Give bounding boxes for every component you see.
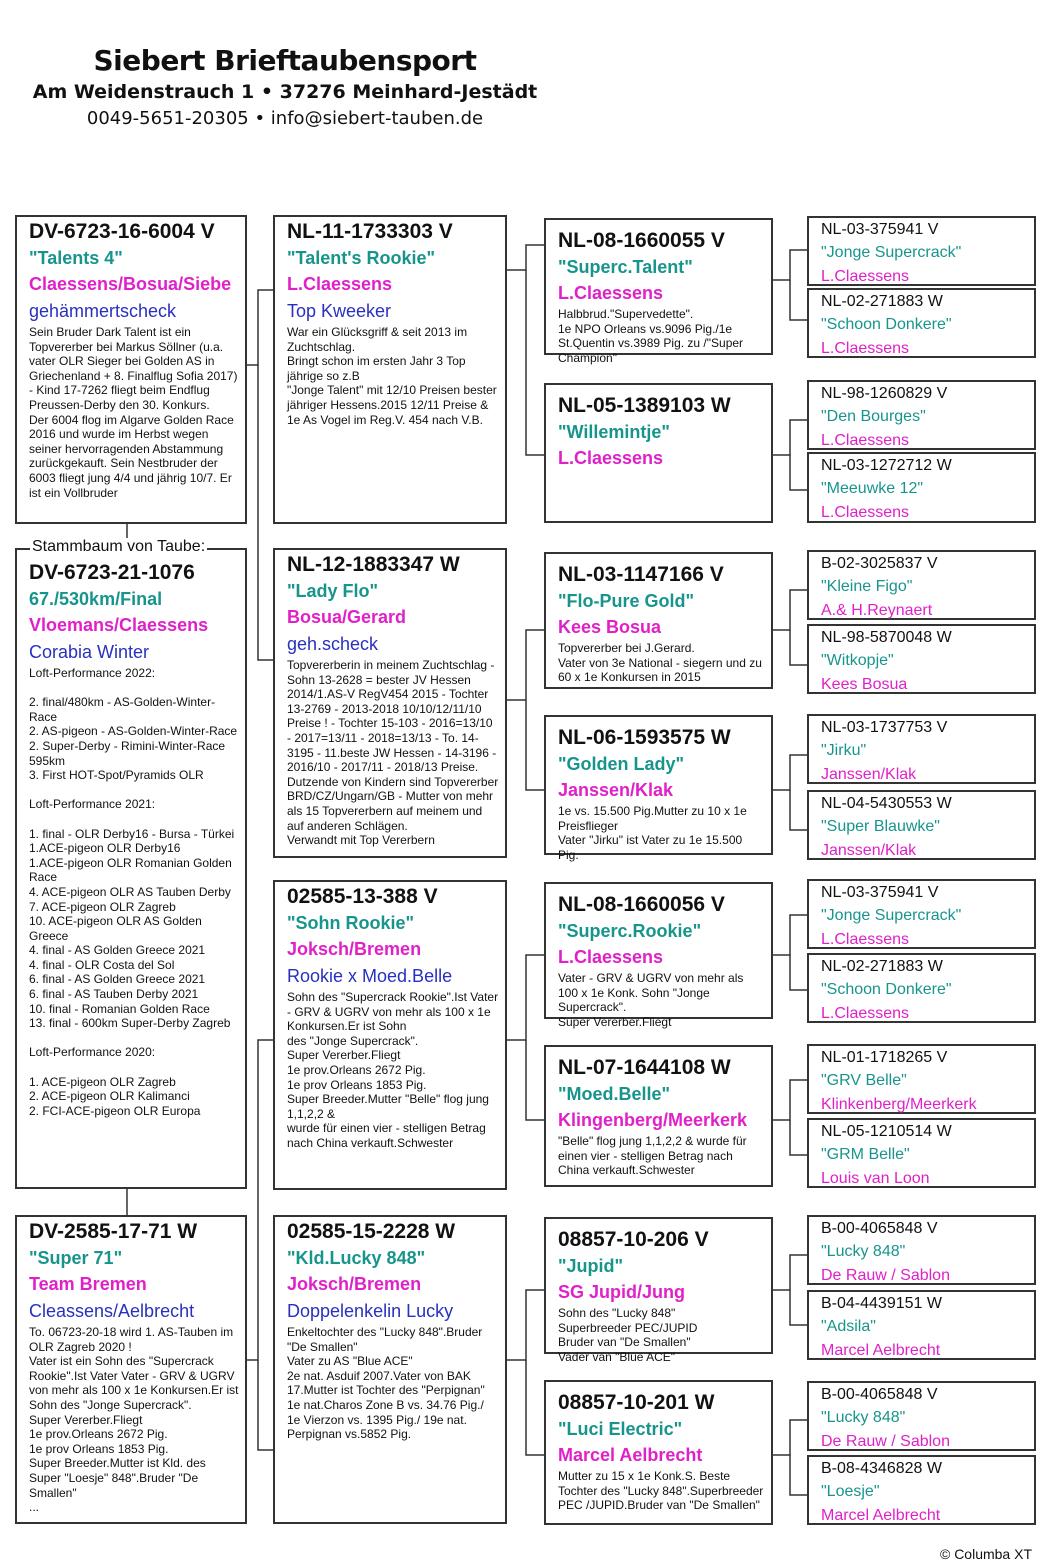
- sire-color: gehämmertscheck: [29, 301, 177, 321]
- ancestor-breeder: L.Claessens: [821, 504, 910, 521]
- grandparent-box-1[interactable]: [273, 215, 507, 524]
- ancestor-name: "Schoon Donkere": [821, 316, 952, 333]
- great-grandparent-name: "Willemintje": [558, 422, 670, 442]
- ancestor-id: NL-98-5870048 W: [821, 629, 952, 646]
- ancestor-id: B-02-3025837 V: [821, 555, 938, 572]
- ancestor-name: "Witkopje": [821, 652, 894, 669]
- footer-credit: © Columba XT: [939, 1546, 1032, 1562]
- ancestor-box-1[interactable]: [807, 216, 1036, 286]
- ancestor-id: B-00-4065848 V: [821, 1220, 938, 1237]
- pedigree-label: Stammbaum von Taube:: [32, 538, 206, 555]
- dam-name: "Super 71": [29, 1248, 123, 1268]
- grandparent-box-3[interactable]: [273, 880, 507, 1190]
- ancestor-name: "Schoon Donkere": [821, 981, 952, 998]
- subject-color: Corabia Winter: [29, 642, 150, 662]
- great-grandparent-id: NL-06-1593575 W: [558, 726, 731, 749]
- ancestor-breeder: A.& H.Reynaert: [821, 602, 933, 619]
- great-grandparent-box-7[interactable]: [544, 1217, 773, 1364]
- ancestor-box-11[interactable]: [807, 1044, 1036, 1114]
- ancestor-id: NL-03-375941 V: [821, 884, 939, 901]
- ancestor-box-10[interactable]: [807, 953, 1036, 1023]
- great-grandparent-id: NL-05-1389103 W: [558, 394, 731, 417]
- ancestor-breeder: Kees Bosua: [821, 676, 908, 693]
- great-grandparent-id: NL-08-1660055 V: [558, 229, 725, 252]
- ancestor-id: NL-03-1737753 V: [821, 719, 948, 736]
- grandparent-breeder: Joksch/Bremen: [287, 939, 422, 959]
- great-grandparent-name: "Superc.Talent": [558, 257, 693, 277]
- great-grandparent-name: "Moed.Belle": [558, 1084, 671, 1104]
- grandparent-id: 02585-15-2228 W: [287, 1220, 456, 1243]
- ancestor-name: "Meeuwke 12": [821, 480, 924, 497]
- ancestor-breeder: Klinkenberg/Meerkerk: [821, 1096, 977, 1113]
- sire-description: Sein Bruder Dark Talent ist ein Topvererber bei Markus Söllner (u.a. vater OLR Sieger bei Golden AS in Griechenland + 8. Finalflug Sofia 2017) - Kind 17-7262 fliegt beim Endflug Preussen-Derby den 30. Konkurs. Der 6004 flog im Algarve Golden Race 2016 und wurde im Herbst wegen seiner hervorragenden Abstammung zurückgekauft. Sein Nestbruder der 6003 fliegt jung 4/4 und jährig 10/7. Er ist ein Vollbruder: [29, 325, 238, 500]
- great-grandparent-name: "Golden Lady": [558, 754, 685, 774]
- great-grandparent-breeder: SG Jupid/Jung: [558, 1282, 686, 1302]
- ancestor-breeder: L.Claessens: [821, 340, 910, 357]
- sire-box[interactable]: [15, 215, 247, 524]
- grandparent-description: War ein Glücksgriff & seit 2013 im Zuchtschlag. Bringt schon im ersten Jahr 3 Top jährige so z.B "Jonge Talent" mit 12/10 Preisen bester jähriger Hessens.2015 12/11 Preise & 1e As Vogel im Reg.V. 454 nach V.B.: [287, 325, 497, 427]
- great-grandparent-breeder: Kees Bosua: [558, 617, 662, 637]
- great-grandparent-box-3[interactable]: [544, 552, 773, 689]
- grandparent-color: geh.scheck: [287, 634, 379, 654]
- ancestor-name: "Loesje": [821, 1483, 880, 1500]
- ancestor-breeder: De Rauw / Sablon: [821, 1267, 950, 1284]
- great-grandparent-id: NL-08-1660056 V: [558, 893, 725, 916]
- ancestor-box-6[interactable]: [807, 624, 1036, 694]
- ancestor-id: NL-03-1272712 W: [821, 457, 952, 474]
- ancestor-id: B-04-4439151 W: [821, 1295, 942, 1312]
- ancestor-id: NL-02-271883 W: [821, 958, 943, 975]
- great-grandparent-description: 1e vs. 15.500 Pig.Mutter zu 10 x 1e Preisflieger Vater "Jirku" ist Vater zu 1e 15.500 Pig.: [558, 804, 747, 862]
- dam-breeder: Team Bremen: [29, 1274, 147, 1294]
- grandparent-box-2[interactable]: [273, 548, 507, 858]
- great-grandparent-breeder: L.Claessens: [558, 947, 664, 967]
- sire-name: "Talents 4": [29, 248, 123, 268]
- ancestor-name: "GRV Belle": [821, 1072, 907, 1089]
- great-grandparent-breeder: L.Claessens: [558, 283, 664, 303]
- great-grandparent-name: "Superc.Rookie": [558, 921, 702, 941]
- grandparent-name: "Sohn Rookie": [287, 913, 415, 933]
- great-grandparent-box-8[interactable]: [544, 1380, 773, 1525]
- great-grandparent-description: Vater - GRV & UGRV von mehr als 100 x 1e Konk. Sohn "Jonge Supercrack". Super Vererber.Fliegt: [558, 971, 744, 1029]
- ancestor-breeder: L.Claessens: [821, 931, 910, 948]
- great-grandparent-id: 08857-10-206 V: [558, 1228, 709, 1251]
- great-grandparent-box-2[interactable]: [544, 383, 773, 523]
- ancestor-breeder: L.Claessens: [821, 268, 910, 285]
- grandparent-name: "Kld.Lucky 848": [287, 1248, 426, 1268]
- grandparent-box-4[interactable]: [273, 1215, 507, 1524]
- ancestor-breeder: L.Claessens: [821, 432, 910, 449]
- ancestor-name: "Jirku": [821, 742, 867, 759]
- ancestor-box-13[interactable]: [807, 1215, 1036, 1285]
- subject-box[interactable]: [15, 548, 247, 1189]
- ancestor-id: NL-05-1210514 W: [821, 1123, 952, 1140]
- ancestor-box-9[interactable]: [807, 879, 1036, 949]
- ancestor-box-4[interactable]: [807, 452, 1036, 523]
- great-grandparent-id: 08857-10-201 W: [558, 1391, 715, 1414]
- great-grandparent-box-1[interactable]: [544, 218, 773, 365]
- grandparent-name: "Talent's Rookie": [287, 248, 436, 268]
- great-grandparent-box-5[interactable]: [544, 882, 773, 1029]
- sire-breeder: Claessens/Bosua/Siebe: [29, 274, 232, 294]
- great-grandparent-name: "Luci Electric": [558, 1419, 683, 1439]
- ancestor-id: NL-03-375941 V: [821, 221, 939, 238]
- subject-breeder: Vloemans/Claessens: [29, 615, 209, 635]
- grandparent-description: Enkeltochter des "Lucky 848".Bruder "De Smallen" Vater zu AS "Blue ACE" 2e nat. Asduif 2007.Vater von BAK 17.Mutter ist Tochter des "Perpignan" 1e nat.Charos Zone B vs. 34.76 Pig./ 1e Vierzon vs. 1395 Pig./ 19e nat. Perpignan vs.5852 Pig.: [287, 1325, 485, 1442]
- great-grandparent-breeder: Janssen/Klak: [558, 780, 674, 800]
- ancestor-box-5[interactable]: [807, 550, 1036, 620]
- grandparent-id: 02585-13-388 V: [287, 885, 438, 908]
- sire-id: DV-6723-16-6004 V: [29, 220, 215, 243]
- ancestor-name: "Lucky 848": [821, 1243, 906, 1260]
- ancestor-name: "Adsila": [821, 1318, 876, 1335]
- ancestor-name: "Kleine Figo": [821, 578, 913, 595]
- subject-id: DV-6723-21-1076: [29, 561, 195, 584]
- ancestor-id: NL-02-271883 W: [821, 293, 943, 310]
- header-address: Am Weidenstrauch 1 • 37276 Meinhard-Jestädt: [32, 81, 538, 103]
- great-grandparent-description: Sohn des "Lucky 848" Superbreeder PEC/JUPID Bruder van "De Smallen" Vader van "Blue ACE": [558, 1306, 698, 1364]
- subject-result: 67./530km/Final: [29, 589, 163, 609]
- dam-box[interactable]: [15, 1215, 247, 1524]
- great-grandparent-description: Halbbrud."Supervedette". 1e NPO Orleans vs.9096 Pig./1e St.Quentin vs.3989 Pig. zu /"Super Champion": [558, 307, 744, 365]
- ancestor-box-3[interactable]: [807, 380, 1036, 450]
- great-grandparent-box-4[interactable]: [544, 715, 773, 862]
- ancestor-box-2[interactable]: [807, 288, 1036, 358]
- dam-color: Cleassens/Aelbrecht: [29, 1301, 195, 1321]
- grandparent-description: Topvererberin in meinem Zuchtschlag - Sohn 13-2628 = bester JV Hessen 2014/1.AS-V RegV454 2015 - Tochter 13-2769 - 2013-2018 10/10/12/11/10 Preise ! - Tochter 15-103 - 2016=13/10 - 2017=13/11 - 2018=13/13 - To. 14-3195 - 11.beste JW Hessen - 14-3196 - 2016/10 - 2017/11 - 2018/13 Preise. Dutzende von Kindern sind Topvererber BRD/CZ/Ungarn/GB - Mutter von mehr als 15 Topvererbern auf meinem und auf anderen Schlägen. Verwandt mit Top Vererbern: [287, 658, 499, 848]
- grandparent-color: Rookie x Moed.Belle: [287, 966, 453, 986]
- header-contact: 0049-5651-20305 • info@siebert-tauben.de: [86, 108, 484, 129]
- great-grandparent-description: Mutter zu 15 x 1e Konk.S. Beste Tochter des "Lucky 848".Superbreeder PEC /JUPID.Bruder van "De Smallen": [558, 1469, 764, 1513]
- ancestor-breeder: L.Claessens: [821, 1005, 910, 1022]
- ancestor-box-12[interactable]: [807, 1118, 1036, 1188]
- ancestor-box-8[interactable]: [807, 790, 1036, 860]
- great-grandparent-box-6[interactable]: [544, 1045, 773, 1187]
- great-grandparent-breeder: Klingenberg/Meerkerk: [558, 1110, 748, 1130]
- great-grandparent-name: "Flo-Pure Gold": [558, 591, 695, 611]
- great-grandparent-description: Topvererber bei J.Gerard. Vater von 3e National - siegern und zu 60 x 1e Konkursen in 2015: [558, 641, 762, 685]
- ancestor-breeder: Janssen/Klak: [821, 842, 917, 859]
- ancestor-name: "Den Bourges": [821, 408, 926, 425]
- ancestor-box-16[interactable]: [807, 1455, 1036, 1525]
- ancestor-box-15[interactable]: [807, 1381, 1036, 1451]
- ancestor-box-7[interactable]: [807, 714, 1036, 784]
- grandparent-id: NL-11-1733303 V: [287, 220, 453, 243]
- ancestor-id: B-08-4346828 W: [821, 1460, 942, 1477]
- great-grandparent-description: "Belle" flog jung 1,1,2,2 & wurde für einen vier - stelligen Betrag nach China verkauft.Schwester: [558, 1134, 747, 1178]
- grandparent-name: "Lady Flo": [287, 581, 379, 601]
- great-grandparent-breeder: L.Claessens: [558, 448, 664, 468]
- ancestor-box-14[interactable]: [807, 1290, 1036, 1360]
- ancestor-id: NL-01-1718265 V: [821, 1049, 948, 1066]
- grandparent-color: Doppelenkelin Lucky: [287, 1301, 454, 1321]
- ancestor-id: NL-98-1260829 V: [821, 385, 948, 402]
- dam-id: DV-2585-17-71 W: [29, 1220, 198, 1243]
- subject-performance: Loft-Performance 2022: 2. final/480km - AS-Golden-Winter-Race 2. AS-pigeon - AS-Golden-Winter-Race 2. Super-Derby - Rimini-Winter-Race 595km 3. First HOT-Spot/Pyramids OLR Loft-Performance 2021: 1. final - OLR Derby16 - Bursa - Türkei 1.ACE-pigeon OLR Derby16 1.ACE-pigeon OLR Romanian Golden Race 4. ACE-pigeon OLR AS Tauben Derby 7. ACE-pigeon OLR Zagreb 10. ACE-pigeon OLR AS Golden Greece 4. final - AS Golden Greece 2021 4. final - OLR Costa del Sol 6. final - AS Golden Greece 2021 6. final - AS Tauben Derby 2021 10. final - Romanian Golden Race 13. final - 600km Super-Derby Zagreb Loft-Performance 2020: 1. ACE-pigeon OLR Zagreb 2. ACE-pigeon OLR Kalimanci 2. FCI-ACE-pigeon OLR Europa: [29, 666, 238, 1118]
- grandparent-color: Top Kweeker: [287, 301, 392, 321]
- ancestor-breeder: De Rauw / Sablon: [821, 1433, 950, 1450]
- great-grandparent-name: "Jupid": [558, 1256, 624, 1276]
- ancestor-breeder: Louis van Loon: [821, 1170, 930, 1187]
- grandparent-breeder: L.Claessens: [287, 274, 393, 294]
- ancestor-name: "Super Blauwke": [821, 818, 940, 835]
- grandparent-breeder: Bosua/Gerard: [287, 607, 407, 627]
- ancestor-name: "GRM Belle": [821, 1146, 910, 1163]
- dam-description: To. 06723-20-18 wird 1. AS-Tauben im OLR Zagreb 2020 ! Vater ist ein Sohn des "Supercrack Rookie".Ist Vater Vater - GRV & UGRV von mehr als 100 x 1e Konkursen.Er ist Sohn des "Jonge Supercrack". Super Vererber.Fliegt 1e prov.Orleans 2672 Pig. 1e prov Orleans 1853 Pig. Super Breeder.Mutter ist Kld. des Super "Loesje" 848".Bruder "De Smallen" ...: [29, 1325, 239, 1515]
- ancestor-id: B-00-4065848 V: [821, 1386, 938, 1403]
- ancestor-name: "Lucky 848": [821, 1409, 906, 1426]
- ancestor-breeder: Marcel Aelbrecht: [821, 1342, 941, 1359]
- ancestor-name: "Jonge Supercrack": [821, 907, 962, 924]
- grandparent-breeder: Joksch/Bremen: [287, 1274, 422, 1294]
- ancestor-breeder: Janssen/Klak: [821, 766, 917, 783]
- ancestor-name: "Jonge Supercrack": [821, 244, 962, 261]
- great-grandparent-id: NL-07-1644108 W: [558, 1056, 731, 1079]
- great-grandparent-breeder: Marcel Aelbrecht: [558, 1445, 703, 1465]
- great-grandparent-id: NL-03-1147166 V: [558, 563, 724, 586]
- ancestor-breeder: Marcel Aelbrecht: [821, 1507, 941, 1524]
- ancestor-id: NL-04-5430553 W: [821, 795, 952, 812]
- grandparent-id: NL-12-1883347 W: [287, 553, 460, 576]
- grandparent-description: Sohn des "Supercrack Rookie".Ist Vater - GRV & UGRV von mehr als 100 x 1e Konkursen.Er ist Sohn des "Jonge Supercrack". Super Vererber.Fliegt 1e prov.Orleans 2672 Pig. 1e prov Orleans 1853 Pig. Super Breeder.Mutter "Belle" flog jung 1,1,2,2 & wurde für einen vier - stelligen Betrag nach China verkauft.Schwester: [287, 990, 499, 1150]
- header-title: Siebert Brieftaubensport: [93, 44, 477, 77]
